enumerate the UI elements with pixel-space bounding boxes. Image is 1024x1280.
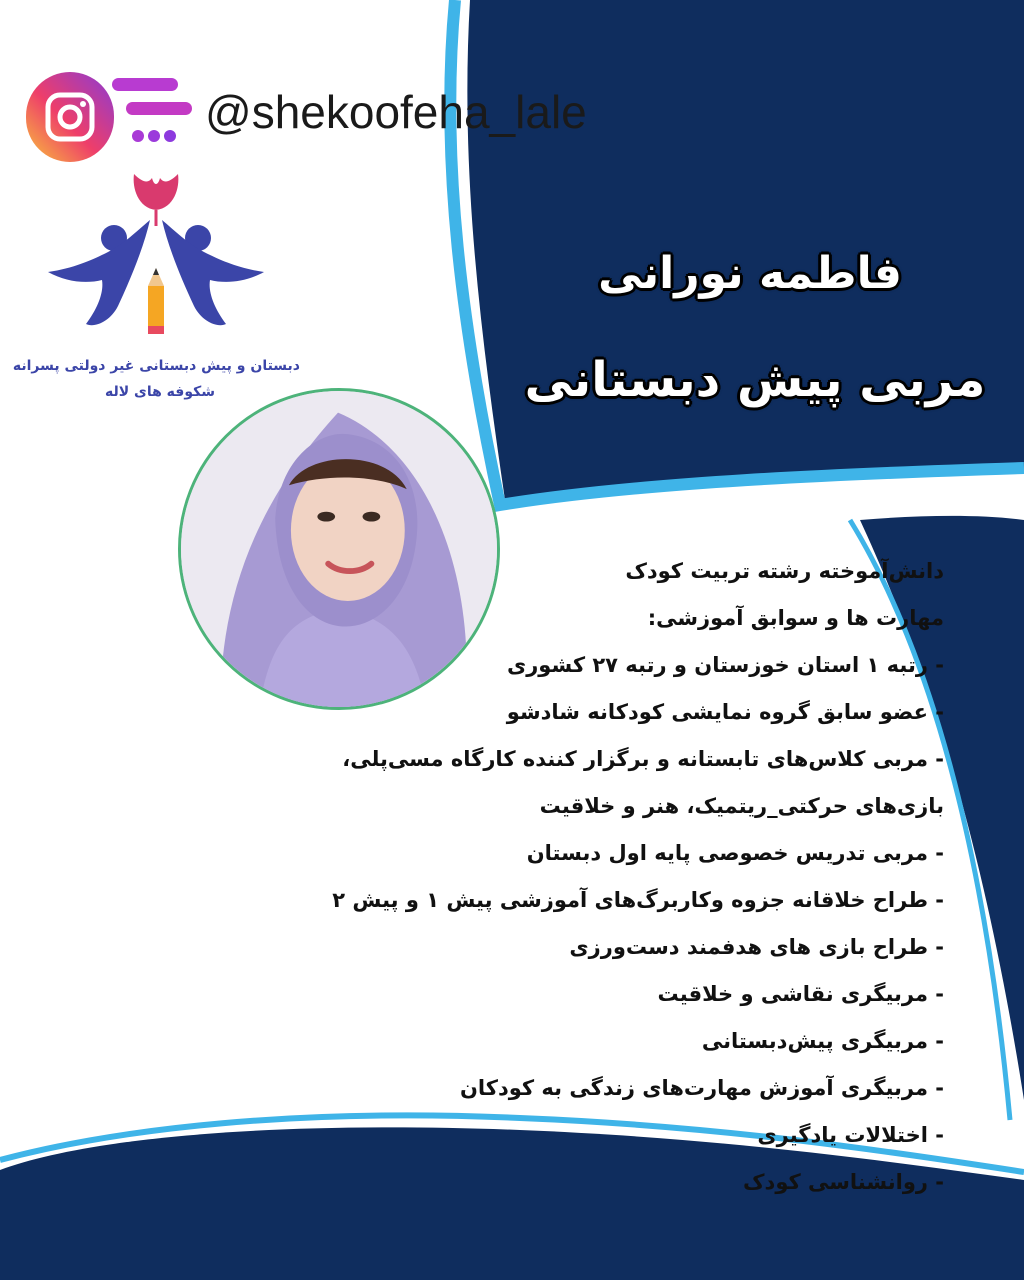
list-item: - عضو سابق گروه نمایشی کودکانه شادشو [506,700,944,724]
list-item: - روانشناسی کودک [743,1170,944,1194]
list-item: - مربیگری نقاشی و خلاقیت [657,982,944,1006]
instagram-icon [26,72,206,162]
list-item: - طراح خلاقانه جزوه وکاربرگ‌های آموزشی پیش ۱ و پیش ۲ [332,888,944,912]
teacher-photo [178,388,500,710]
list-item: - مربیگری پیش‌دبستانی [701,1029,944,1053]
teacher-role: مربی پیش دبستانی [524,352,986,408]
list-item: - مربی کلاس‌های تابستانه و برگزار کننده کارگاه مسی‌پلی، [342,747,944,771]
education-line: دانش‌آموخته رشته تربیت کودک [625,559,944,583]
list-item: بازی‌های حرکتی_ریتمیک، هنر و خلاقیت [539,794,944,818]
teacher-name: فاطمه نورانی [598,248,902,299]
instagram-handle[interactable]: @shekoofeha_lale [205,86,587,138]
list-item: - رتبه ۱ استان خوزستان و رتبه ۲۷ کشوری [506,653,944,677]
list-item: - مربی تدریس خصوصی پایه اول دبستان [526,841,944,865]
list-item: - اختلالات یادگیری [757,1123,944,1147]
tulip-icon [134,174,179,210]
school-name-line1: دبستان و پیش دبستانی غیر دولتی پسرانه [12,358,300,374]
portrait-illustration [181,391,497,707]
school-logo [46,168,266,338]
list-item: - مربیگری آموزش مهارت‌های زندگی به کودکان [459,1076,944,1100]
school-name-line2: شکوفه های لاله [104,384,216,400]
list-item: - طراح بازی های هدفمند دست‌ورزی [569,935,944,959]
skills-heading: مهارت ها و سوابق آموزشی: [647,606,944,630]
